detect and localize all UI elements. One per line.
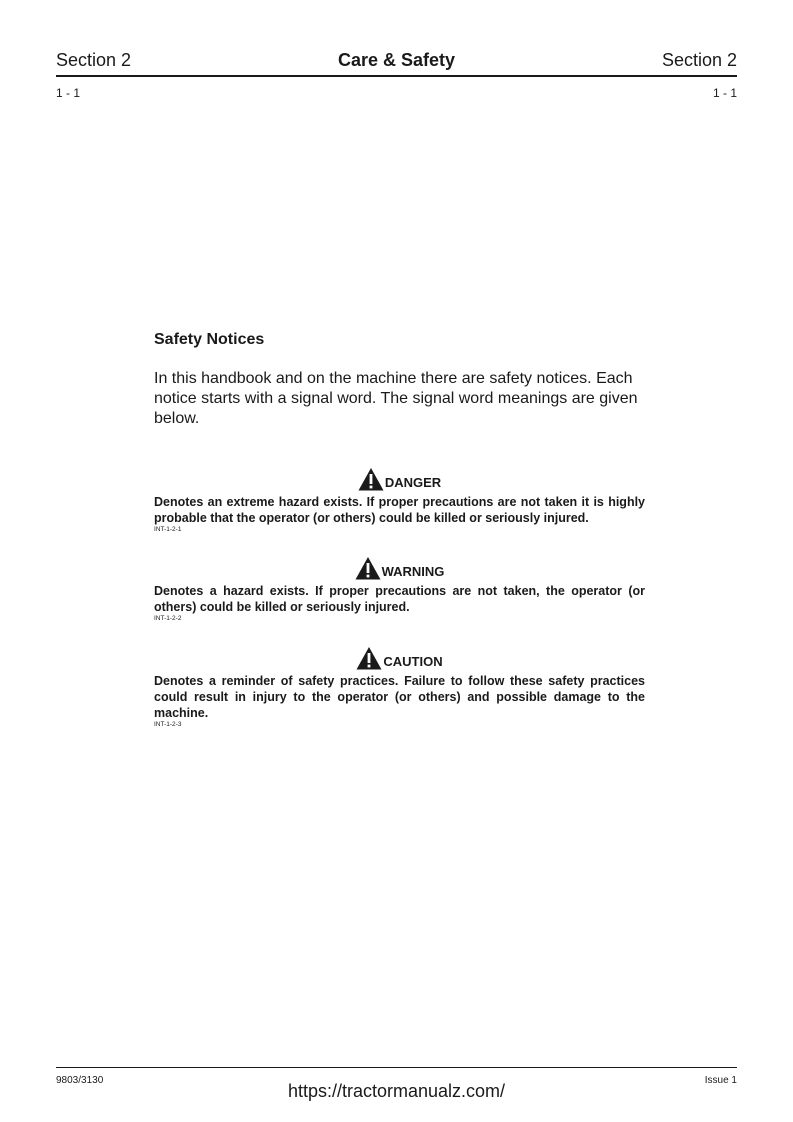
signal-word: DANGER <box>384 474 442 490</box>
header-section-left: Section 2 <box>56 50 132 70</box>
signal-word: WARNING <box>381 563 445 579</box>
header-section-right: Section 2 <box>661 50 737 70</box>
signal-word: CAUTION <box>383 653 443 669</box>
notice-text: Denotes an extreme hazard exists. If proper precautions are not taken it is highly probable that the operator (or others) could be killed or seriously injured. <box>154 495 645 525</box>
notice-danger <box>154 467 645 534</box>
header-page-left: 1 - 1 <box>56 86 81 100</box>
warning-triangle-icon <box>358 467 384 491</box>
notice-text: Denotes a hazard exists. If proper precautions are not taken, the operator (or others) could be killed or seriously injured. <box>154 584 645 614</box>
footer-url-link[interactable]: https://tractormanualz.com/ <box>287 1081 506 1101</box>
notice-ref: INT-1-2-3 <box>154 721 182 728</box>
section-heading: Safety Notices <box>154 331 265 348</box>
signal-heading <box>154 467 645 493</box>
footer-doc-code: 9803/3130 <box>56 1075 104 1086</box>
notice-warning <box>154 556 645 623</box>
header-divider <box>56 75 737 77</box>
notice-text: Denotes a reminder of safety practices. Failure to follow these safety practices could result in injury to the operator (or others) and possible damage to the machine. <box>154 674 645 720</box>
intro-paragraph: In this handbook and on the machine there are safety notices. Each notice starts with a signal word. The signal word meanings are given below. <box>154 370 638 427</box>
warning-triangle-icon <box>356 646 382 670</box>
signal-heading <box>154 646 645 672</box>
header-page-right: 1 - 1 <box>712 86 737 100</box>
notice-ref: INT-1-2-1 <box>154 526 182 533</box>
signal-heading <box>154 556 645 582</box>
notice-caution <box>154 646 645 729</box>
notice-ref: INT-1-2-2 <box>154 615 182 622</box>
footer-issue: Issue 1 <box>704 1075 737 1086</box>
footer-divider <box>56 1067 737 1068</box>
header-title: Care & Safety <box>337 50 456 70</box>
warning-triangle-icon <box>355 556 381 580</box>
